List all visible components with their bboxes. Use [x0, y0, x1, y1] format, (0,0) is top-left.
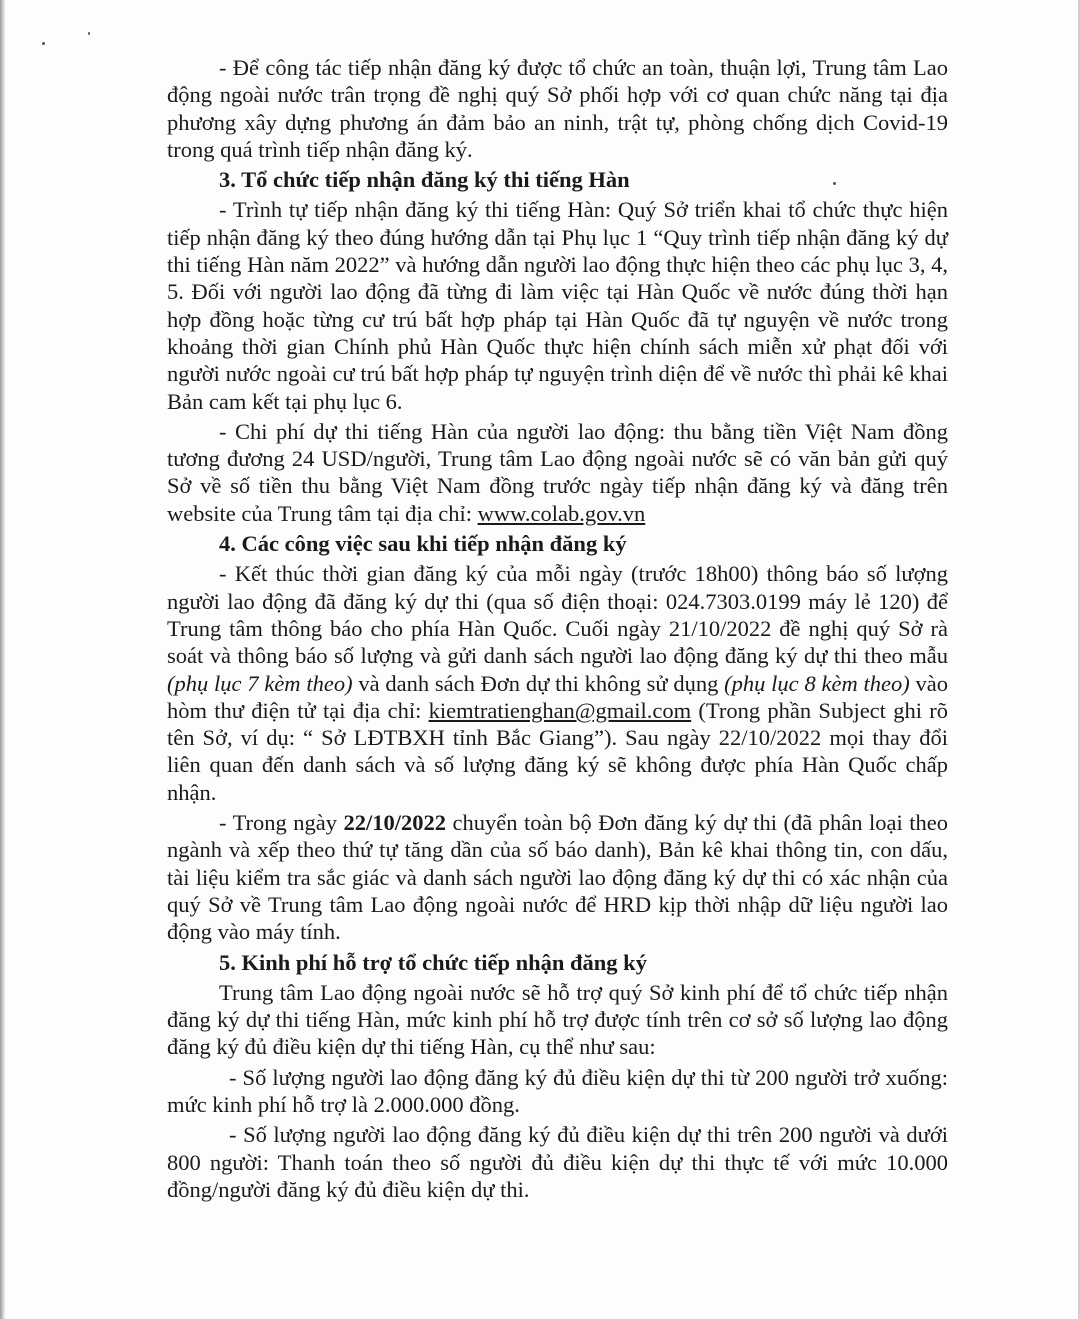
paragraph-5-2: - Số lượng người lao động đăng ký đủ điều kiện dự thi từ 200 người trở xuống: mức kinh phí hỗ trợ là 2.000.000 đồng.	[167, 1064, 948, 1117]
paragraph-4-1	[167, 560, 948, 806]
paragraph-4-1-text-f: (Trong phần Subject ghi rõ tên Sở, ví dụ: “ Sở LĐTBXH tỉnh Bắc Giang”). Sau ngày 22/10/2022 mọi thay đổi liên quan đến danh sách và số lượng đăng ký sẽ không được phía Hàn Quốc chấp nhận.	[167, 697, 948, 805]
paragraph-3-2-text: - Chi phí dự thi tiếng Hàn của người lao động: thu bằng tiền Việt Nam đồng tương đương 24 USD/người, Trung tâm Lao động ngoài nước sẽ có văn bản gửi quý Sở về số tiền thu bằng Việt Nam đồng trước ngày tiếp nhận đăng ký và đăng trên website của Trung tâm tại địa chỉ:	[167, 418, 948, 526]
paragraph-4-1-text-a: - Kết thúc thời gian đăng ký của mỗi ngày (trước 18h00) thông báo số lượng người lao động đã đăng ký dự thi (qua số điện thoại: 024.7303.0199 máy lẻ 120) để Trung tâm thông báo cho phía Hàn Quốc. Cuối ngày 21/10/2022 đề nghị quý Sở rà soát và thông báo số lượng và gửi danh sách người lao động đăng ký dự thi theo mẫu	[167, 561, 948, 669]
paragraph-5-3: - Số lượng người lao động đăng ký đủ điều kiện dự thi trên 200 người và dưới 800 người: Thanh toán theo số người đủ điều kiện dự thi thực tế với mức 10.000 đồng/người đăng ký đủ điều kiện dự thi.	[167, 1122, 948, 1202]
paragraph-4-2-text-a: - Trong ngày	[219, 810, 344, 836]
website-link[interactable]: www.colab.gov.vn	[477, 500, 646, 526]
section-heading-5: 5. Kinh phí hỗ trợ tổ chức tiếp nhận đăng ký	[219, 949, 647, 975]
appendix-8-ref: (phụ lục 8 kèm theo)	[724, 670, 910, 696]
appendix-7-ref: (phụ lục 7 kèm theo)	[167, 670, 353, 696]
section-heading-4: 4. Các công việc sau khi tiếp nhận đăng ký	[219, 531, 627, 557]
paragraph-intro: - Để công tác tiếp nhận đăng ký được tổ chức an toàn, thuận lợi, Trung tâm Lao động ngoài nước trân trọng đề nghị quý Sở phối hợp với cơ quan chức năng tại địa phương xây dựng phương án đảm bảo an ninh, trật tự, phòng chống dịch Covid-19 trong quá trình tiếp nhận đăng ký.	[167, 55, 948, 162]
paragraph-3-2	[167, 418, 948, 527]
scan-speck	[88, 32, 90, 35]
paragraph-3-1: - Trình tự tiếp nhận đăng ký thi tiếng Hàn: Quý Sở triển khai tổ chức thực hiện tiếp nhận đăng ký theo đúng hướng dẫn tại Phụ lục 1 “Quy trình tiếp nhận đăng ký dự thi tiếng Hàn năm 2022” và hướng dẫn người lao động thực hiện theo các phụ lục 3, 4, 5. Đối với người lao động đã từng đi làm việc tại Hàn Quốc về nước đúng thời hạn hợp đồng hoặc từng cư trú bất hợp pháp tại Hàn Quốc đã tự nguyện về nước trong khoảng thời gian Chính phủ Hàn Quốc thực hiện chính sách miễn xử phạt đối với người nước ngoài cư trú bất hợp pháp tự nguyện trình diện để về nước thì phải kê khai Bản cam kết tại phụ lục 6.	[167, 197, 948, 414]
email-link[interactable]: kiemtratienghan@gmail.com	[428, 697, 692, 723]
paragraph-4-1-text-e: vào hòm thư điện tử tại địa chỉ:	[167, 670, 949, 723]
deadline-date: 22/10/2022	[343, 810, 447, 836]
section-heading-3: 3. Tổ chức tiếp nhận đăng ký thi tiếng Hàn	[219, 167, 630, 193]
paragraph-4-1-text-c: và danh sách Đơn dự thi không sử dụng	[352, 670, 725, 696]
paragraph-5-1: Trung tâm Lao động ngoài nước sẽ hỗ trợ quý Sở kinh phí để tổ chức tiếp nhận đăng ký dự thi tiếng Hàn, mức kinh phí hỗ trợ được tính trên cơ sở số lượng lao động đăng ký đủ điều kiện dự thi tiếng Hàn, cụ thể như sau:	[167, 979, 948, 1060]
paragraph-4-2-text-b: chuyển toàn bộ Đơn đăng ký dự thi (đã phân loại theo ngành và xếp theo thứ tự tăng dần của số báo danh), Bản kê khai thông tin, con dấu, tài liệu kiểm tra sắc giác và danh sách người lao động đăng ký dự thi có xác nhận của quý Sở về Trung tâm Lao động ngoài nước để HRD kịp thời nhập dữ liệu người lao động vào máy tính.	[167, 810, 948, 945]
scan-speck	[42, 42, 45, 45]
scan-left-shadow	[0, 0, 6, 1319]
document-body	[167, 54, 948, 1203]
paragraph-4-2	[167, 809, 948, 945]
